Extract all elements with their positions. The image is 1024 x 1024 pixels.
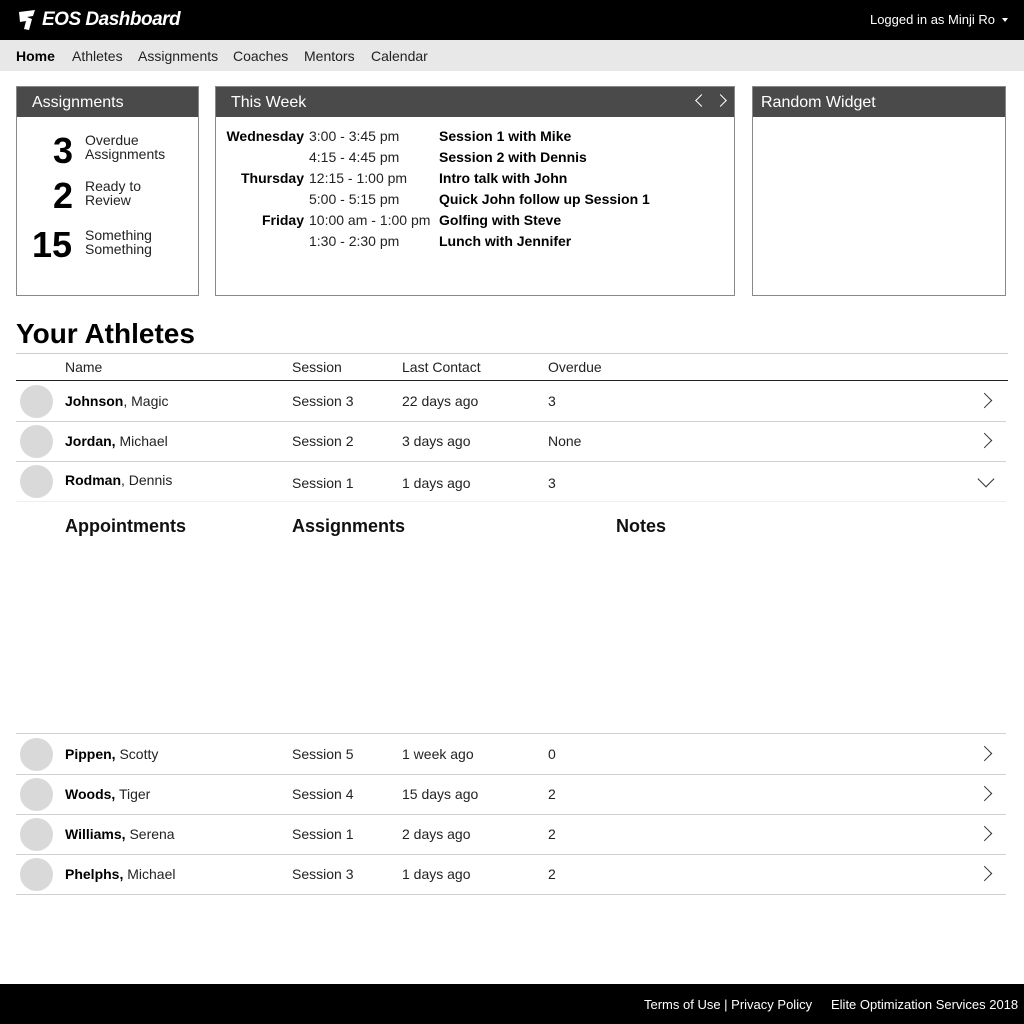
athlete-last-name: Rodman — [65, 472, 121, 488]
stat-label-line1: Something — [85, 227, 152, 243]
random-widget-title: Random Widget — [753, 87, 1005, 117]
table-row[interactable] — [16, 381, 1006, 421]
detail-notes: Notes — [616, 516, 667, 536]
assignments-widget — [16, 86, 199, 296]
athlete-session: Session 5 — [292, 746, 354, 762]
event-day: Thursday — [240, 170, 304, 186]
col-name[interactable]: Name — [65, 359, 103, 375]
event-title[interactable]: Session 2 with Dennis — [439, 149, 587, 165]
brand-title: EOS Dashboard — [42, 9, 181, 30]
avatar — [20, 465, 53, 498]
eos-logo-icon — [16, 8, 38, 32]
athlete-overdue: 3 — [548, 475, 556, 491]
table-row[interactable] — [16, 854, 1006, 894]
chevron-right-icon[interactable] — [714, 94, 727, 107]
athlete-first-name: Tiger — [118, 786, 151, 802]
athlete-session: Session 3 — [292, 393, 354, 409]
athlete-name[interactable] — [65, 746, 158, 762]
event-time: 1:30 - 2:30 pm — [309, 233, 400, 249]
this-week-widget — [215, 86, 735, 296]
event-title[interactable]: Session 1 with Mike — [439, 128, 572, 144]
athlete-overdue: 0 — [548, 746, 556, 762]
stat-value: 15 — [32, 224, 73, 265]
athlete-session: Session 2 — [292, 433, 354, 449]
assignment-stat[interactable] — [17, 130, 197, 170]
caret-down-icon — [1002, 18, 1008, 22]
nav-calendar[interactable]: Calendar — [371, 48, 428, 64]
stat-label-line2: Something — [85, 241, 152, 257]
avatar — [20, 818, 53, 851]
event-time: 4:15 - 4:45 pm — [309, 149, 400, 165]
athlete-last-contact: 1 week ago — [402, 746, 474, 762]
avatar — [20, 858, 53, 891]
athlete-first-name: Michael — [127, 866, 176, 882]
assignments-widget-title: Assignments — [17, 87, 198, 117]
user-label: Logged in as Minji Ro — [869, 12, 995, 27]
row-divider — [16, 733, 1006, 734]
stat-label-line2: Review — [85, 192, 131, 208]
event-title[interactable]: Lunch with Jennifer — [439, 233, 572, 249]
chevron-right-icon[interactable] — [977, 826, 993, 842]
athlete-last-contact: 3 days ago — [402, 433, 471, 449]
athlete-last-contact: 1 days ago — [402, 866, 471, 882]
event-title[interactable]: Intro talk with John — [439, 170, 568, 186]
user-menu[interactable] — [870, 12, 1008, 27]
stat-value: 3 — [53, 130, 74, 171]
this-week-title: This Week — [231, 94, 307, 111]
row-divider — [16, 501, 1006, 502]
chevron-right-icon[interactable] — [977, 866, 993, 882]
main-nav — [0, 40, 1024, 71]
col-last-contact[interactable]: Last Contact — [402, 359, 481, 375]
nav-mentors[interactable]: Mentors — [304, 48, 355, 64]
footer-copyright: Elite Optimization Services 2018 — [831, 997, 1019, 1012]
detail-appointments: Appointments — [65, 516, 186, 536]
avatar — [20, 738, 53, 771]
athlete-last-name: Jordan, — [65, 433, 116, 449]
athlete-overdue: None — [548, 433, 582, 449]
nav-coaches[interactable]: Coaches — [233, 48, 289, 64]
event-day: Friday — [261, 212, 304, 228]
athlete-last-contact: 2 days ago — [402, 826, 471, 842]
this-week-header — [216, 87, 734, 117]
athlete-name[interactable] — [65, 393, 168, 409]
athlete-last-name: Williams, — [65, 826, 126, 842]
athlete-first-name: Dennis — [128, 472, 173, 488]
chevron-right-icon[interactable] — [977, 433, 993, 449]
athlete-first-name: Magic — [131, 393, 169, 409]
table-row[interactable] — [16, 734, 1006, 774]
stat-label-line1: Overdue — [85, 132, 139, 148]
detail-assignments: Assignments — [292, 516, 406, 536]
event-time: 3:00 - 3:45 pm — [309, 128, 400, 144]
athlete-overdue: 2 — [548, 866, 556, 882]
stat-value: 2 — [53, 175, 74, 216]
nav-athletes[interactable]: Athletes — [72, 48, 123, 64]
athlete-session: Session 3 — [292, 866, 354, 882]
table-row[interactable] — [16, 421, 1006, 461]
table-row[interactable] — [16, 461, 1006, 501]
athlete-overdue: 3 — [548, 393, 556, 409]
nav-assignments[interactable]: Assignments — [138, 48, 219, 64]
athletes-title: Your Athletes — [16, 318, 195, 349]
avatar — [20, 778, 53, 811]
avatar — [20, 385, 53, 418]
athlete-first-name: Scotty — [119, 746, 159, 762]
event-time: 12:15 - 1:00 pm — [309, 170, 408, 186]
athlete-last-name: Woods, — [65, 786, 116, 802]
athlete-name[interactable] — [65, 786, 150, 802]
athlete-last-contact: 1 days ago — [402, 475, 471, 491]
top-bar — [0, 0, 1024, 40]
table-row[interactable] — [16, 774, 1006, 814]
athlete-last-name: Johnson — [65, 393, 124, 409]
footer — [0, 984, 1024, 1024]
row-divider — [16, 894, 1006, 895]
chevron-down-icon[interactable] — [978, 471, 995, 488]
chevron-right-icon[interactable] — [977, 786, 993, 802]
divider — [16, 353, 1008, 354]
athlete-last-contact: 15 days ago — [402, 786, 479, 802]
athlete-session: Session 1 — [292, 826, 354, 842]
athlete-overdue: 2 — [548, 826, 556, 842]
random-widget — [752, 86, 1006, 296]
athlete-last-name: Pippen, — [65, 746, 116, 762]
event-title[interactable]: Golfing with Steve — [439, 212, 562, 228]
assignment-stat[interactable] — [17, 224, 197, 264]
col-overdue[interactable]: Overdue — [548, 359, 602, 375]
athlete-name[interactable] — [65, 433, 168, 449]
athlete-session: Session 1 — [292, 475, 354, 491]
athlete-last-name: Phelphs, — [65, 866, 124, 882]
event-time: 5:00 - 5:15 pm — [309, 191, 400, 207]
table-row[interactable] — [16, 814, 1006, 854]
chevron-left-icon[interactable] — [695, 94, 708, 107]
col-session[interactable]: Session — [292, 359, 342, 375]
athlete-first-name: Serena — [129, 826, 175, 842]
assignment-stat[interactable] — [17, 175, 197, 215]
name-separator: , — [123, 393, 128, 409]
athlete-last-contact: 22 days ago — [402, 393, 479, 409]
chevron-right-icon[interactable] — [977, 393, 993, 409]
event-title[interactable]: Quick John follow up Session 1 — [439, 191, 650, 207]
stat-label-line1: Ready to — [85, 178, 142, 194]
stat-label-line2: Assignments — [85, 146, 166, 162]
event-day: Wednesday — [226, 128, 304, 144]
athlete-overdue: 2 — [548, 786, 556, 802]
event-time: 10:00 am - 1:00 pm — [309, 212, 431, 228]
footer-links[interactable]: Terms of Use | Privacy Policy — [644, 997, 813, 1012]
athlete-name[interactable] — [65, 866, 176, 882]
athlete-name[interactable] — [65, 472, 172, 488]
athlete-first-name: Michael — [119, 433, 168, 449]
chevron-right-icon[interactable] — [977, 746, 993, 762]
name-separator: , — [121, 472, 125, 488]
athlete-name[interactable] — [65, 826, 175, 842]
avatar — [20, 425, 53, 458]
nav-home[interactable]: Home — [16, 48, 55, 64]
brand[interactable] — [16, 8, 180, 32]
athlete-session: Session 4 — [292, 786, 354, 802]
